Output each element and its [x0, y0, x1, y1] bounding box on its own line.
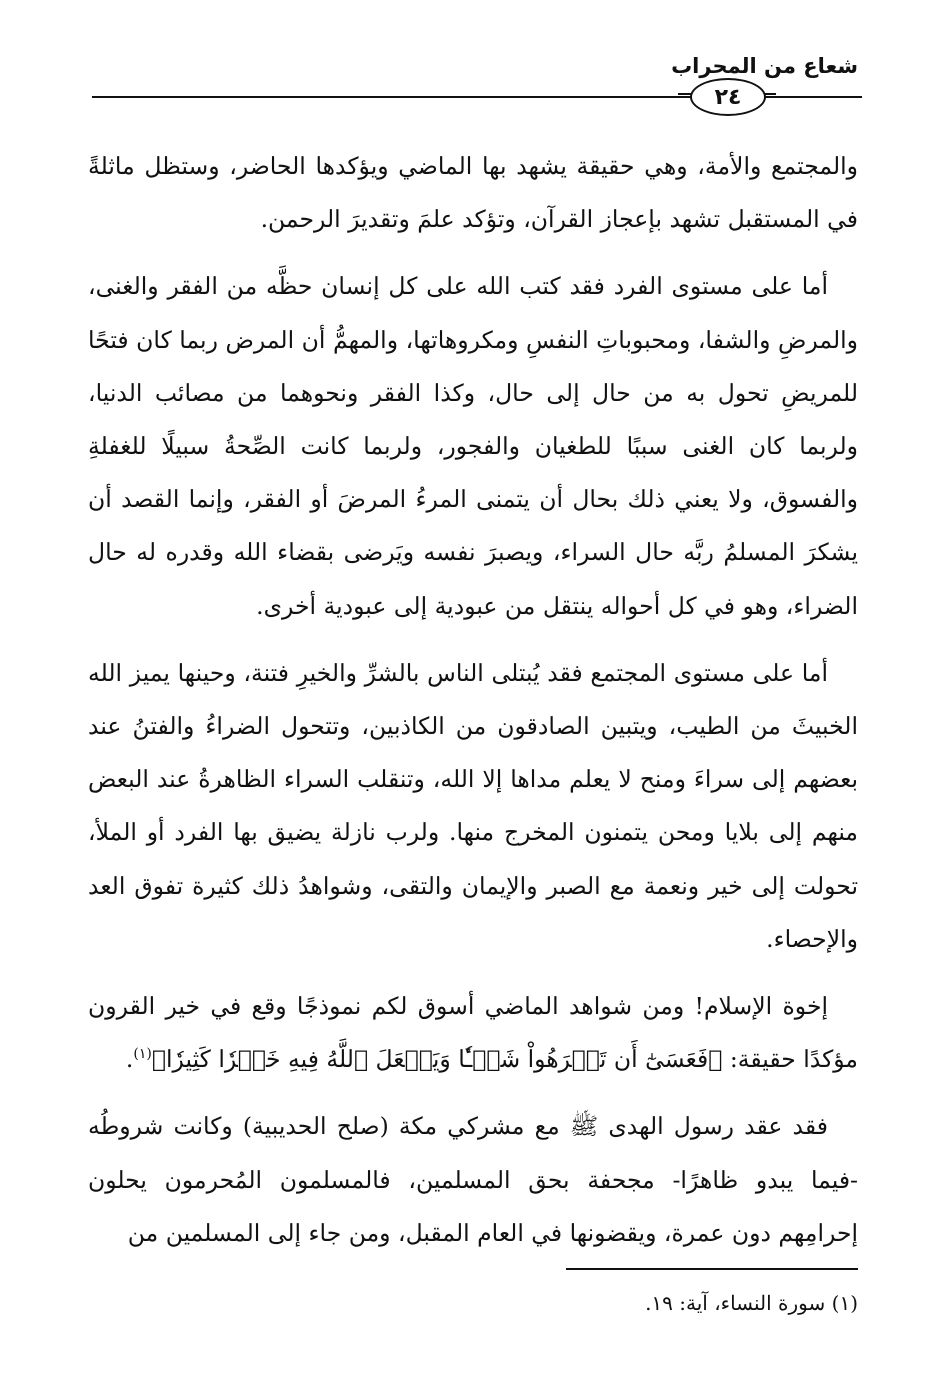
running-title: شعاع من المحراب	[671, 54, 858, 78]
paragraph: أما على مستوى المجتمع فقد يُبتلى الناس بالشرِّ والخيرِ فتنة، وحينها يميز الله الخبيثَ من الطيب، ويتبين الصادقون من الكاذبين، وتتحول الضراءُ والفتنُ عند بعضهم إلى سراءَ ومنح لا يعلم مداها إلا الله، وتنقلب السراء الظاهرةُ عند البعض منهم إلى بلايا ومحن يتمنون المخرج منها. ولرب نازلة يضيق بها الفرد أو الملأ، تحولت إلى خير ونعمة مع الصبر والإيمان والتقى، وشواهدُ ذلك كثيرة تفوق العد والإحصاء.	[88, 658, 858, 953]
verse-lead: إخوة الإسلام! ومن شواهد الماضي أسوق لكم نموذجًا وقع في خير القرون مؤكدًا حقيقة:	[88, 992, 858, 1074]
page-number: ٢٤	[690, 78, 766, 116]
paragraph: أما على مستوى الفرد فقد كتب الله على كل إنسان حظَّه من الفقر والغنى، والمرضِ والشفا، ومحبوباتِ النفسِ ومكروهاتها، والمهمُّ أن المرض ربما كان فتحًا للمريضِ تحول به من حال إلى حال، وكذا الفقر ونحوهما من مصائب الدنيا، ولربما كان الغنى سببًا للطغيان والفجور، ولربما كانت الصِّحةُ سبيلًا للغفلةِ والفسوق، ولا يعني ذلك بحال أن يتمنى المرءُ المرضَ أو الفقر، وإنما القصد أن يشكرَ المسلمُ ربَّه حال السراء، ويصبرَ نفسه ويَرضى بقضاء الله وقدره له حال الضراء، وهو في كل أحواله ينتقل من عبودية إلى عبودية أخرى.	[88, 272, 858, 620]
paragraph: فقد عقد رسول الهدى ﷺ مع مشركي مكة (صلح الحديبية) وكانت شروطُه -فيما يبدو ظاهرًا- مجحفة بحق المسلمين، فالمسلمون المُحرمون يحلون إحرامِهم دون عمرة، ويقضونها في العام المقبل، ومن جاء إلى المسلمين من	[88, 1112, 858, 1247]
footnote: (١) سورة النساء، آية: ١٩.	[645, 1291, 858, 1315]
body-text	[88, 140, 858, 1260]
footnote-rule	[566, 1268, 858, 1270]
footnote-marker: (١)	[133, 1046, 152, 1063]
verse-end: .	[125, 1045, 134, 1074]
quran-verse: ﴿فَعَسَىٰٓ أَن تَكۡرَهُواْ شَيۡـٔٗا وَيَجۡعَلَ ٱللَّهُ فِيهِ خَيۡرٗا كَثِيرٗا﴾	[151, 1045, 723, 1074]
paragraph: والمجتمع والأمة، وهي حقيقة يشهد بها الماضي ويؤكدها الحاضر، وستظل ماثلةً في المستقبل تشهد بإعجاز القرآن، وتؤكد علمَ وتقديرَ الرحمن.	[88, 152, 858, 234]
verse-paragraph	[88, 980, 858, 1086]
